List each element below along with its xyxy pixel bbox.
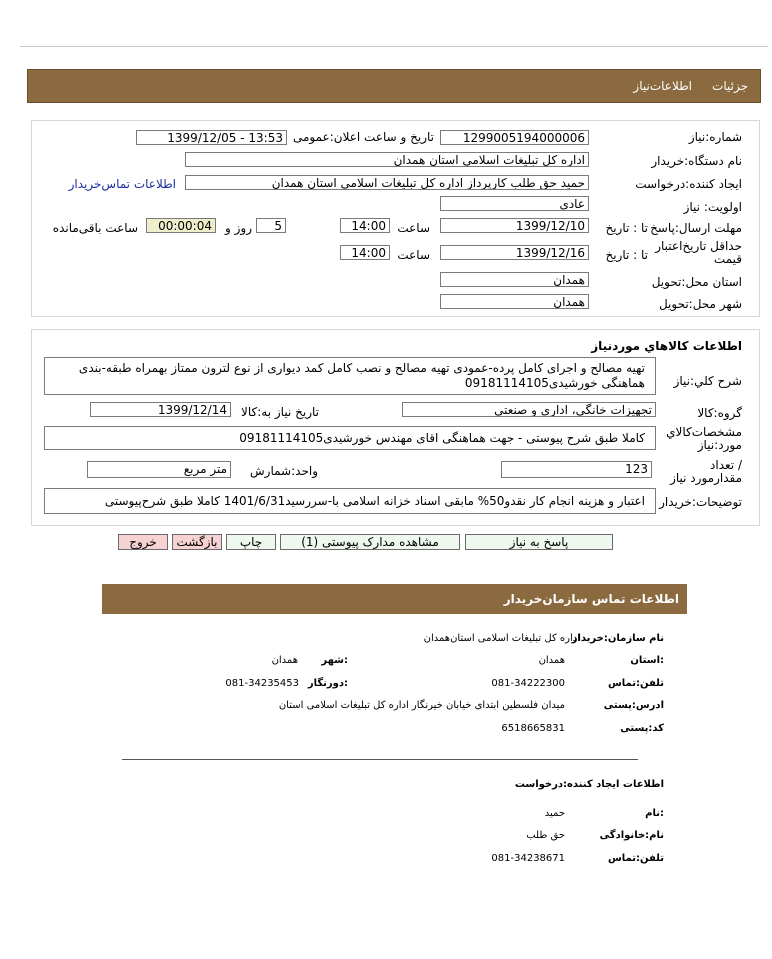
goods-desc-line1: تهیه مصالح و اجرای کامل پرده-عمودی تهیه مصالح و نصب کامل کمد دیواری از نوع لترون ممتاز بهمراه طبقه-بندی (78, 361, 645, 375)
address-value: میدان فلسطین ابتدای خیابان خیرنگار اداره کل تبلیغات اسلامی استان (278, 700, 565, 711)
announce-field: 1399/12/05 - 13:53 (136, 130, 287, 145)
remaining-label: ساعت باقی‌مانده (52, 221, 138, 235)
min-validity-label: حداقل تاریخ‌اعتبار قیمت (655, 239, 742, 266)
goods-group-field: تجهیزات خانگی، اداری و صنعتی (402, 402, 656, 417)
buyer-contact-link[interactable]: اطلاعات تماس‌خریدار (68, 177, 176, 191)
validity-time-label: ساعت (397, 248, 430, 262)
buyer-field: اداره کل تبلیغات اسلامی استان همدان (185, 152, 589, 167)
priority-label: اولویت: نیاز (683, 200, 742, 214)
goods-spec-label: مشخصات‌کالاي مورد:نياز (666, 425, 742, 452)
header-bar (27, 69, 761, 103)
need-date-field: 1399/12/14 (90, 402, 231, 417)
need-number-label: شماره:نیاز (688, 130, 742, 144)
buyer-notes-label: توضیحات:خریدار (659, 495, 742, 509)
address-label: ادرس:پستی (603, 700, 664, 711)
goods-qty-field: 123 (501, 461, 652, 478)
validity-to-date-label: تا : تاریخ (605, 248, 648, 262)
goods-desc-field (44, 357, 656, 395)
deadline-time-label: ساعت (397, 221, 430, 235)
contact-phone-label: تلفن:تماس (607, 678, 664, 689)
goods-qty-label: / تعداد مقدارمورد نیاز (670, 458, 742, 485)
buyer-label: نام دستگاه:خریدار (651, 154, 742, 168)
need-info-panel (31, 120, 760, 317)
goods-group-label: گروه:کالا (697, 406, 742, 420)
fax-value: 081-34235453 (225, 678, 299, 689)
province-label: استان محل:تحویل (651, 275, 742, 289)
contact-phone-value: 081-34222300 (491, 678, 565, 689)
creator-family-label: نام:خانوادگی (599, 830, 664, 841)
view-documents-button[interactable]: مشاهده مدارک پیوستی (1) (280, 534, 460, 550)
contact-city-value: همدان (271, 655, 298, 666)
exit-button[interactable]: خروج (118, 534, 168, 550)
back-button[interactable]: بازگشت (172, 534, 222, 550)
goods-desc-line2: هماهنگی خورشیدی09181114105 (464, 376, 645, 390)
postal-code-label: کد:پستی (620, 723, 664, 734)
creator-field: حمید حق طلب کارپرداز اداره کل تبلیغات اسلامی استان همدان (185, 175, 589, 190)
goods-spec-field: کاملا طبق شرح پیوستی - جهت هماهنگی اقای مهندس خورشیدی09181114105 (44, 426, 656, 450)
creator-info-title: اطلاعات ایجاد کننده:درخواست (514, 779, 664, 790)
city-field: همدان (440, 294, 589, 309)
buyer-notes-field: اعتبار و هزینه انجام کار نقدو50% مابقی اسناد خزانه اسلامی با-سررسید1401/6/31 کاملا طبق شرح‌پیوستی (44, 488, 656, 514)
remaining-time-field: 00:00:04 (146, 218, 216, 233)
validity-time-field: 14:00 (340, 245, 390, 260)
contact-header-bar (102, 584, 687, 614)
creator-phone-value: 081-34238671 (491, 853, 565, 864)
announce-label: تاریخ و ساعت اعلان:عمومی (292, 130, 434, 144)
days-label: روز و (225, 221, 252, 235)
creator-name-label: :نام (645, 808, 664, 819)
priority-field: عادی (440, 196, 589, 211)
creator-family-value: حق طلب (526, 830, 565, 841)
deadline-label: مهلت ارسال:پاسخ (650, 221, 742, 235)
contact-title: اطلاعات تماس سازمان‌خریدار (503, 592, 679, 606)
city-label: شهر محل:تحویل (658, 297, 742, 311)
province-field: همدان (440, 272, 589, 287)
contact-province-value: همدان (538, 655, 565, 666)
deadline-to-date-label: تا : تاریخ (605, 221, 648, 235)
creator-phone-label: تلفن:تماس (607, 853, 664, 864)
deadline-time-field: 14:00 (340, 218, 390, 233)
contact-province-label: :استان (630, 655, 664, 666)
days-field: 5 (256, 218, 286, 233)
validity-date-field: 1399/12/16 (440, 245, 589, 260)
postal-code-value: 6518665831 (501, 723, 565, 734)
goods-unit-field: متر مربع (87, 461, 231, 478)
tab-details[interactable]: جزئیات (712, 79, 748, 93)
contact-city-label: :شهر (321, 655, 348, 666)
deadline-date-field: 1399/12/10 (440, 218, 589, 233)
reply-button[interactable]: پاسخ به نیاز (465, 534, 613, 550)
need-number-field: 1299005194000006 (440, 130, 589, 145)
contact-divider (122, 759, 638, 760)
fax-label: :دورنگار (307, 678, 348, 689)
creator-label: ایجاد کننده:درخواست (635, 177, 742, 191)
org-value: اداره کل تبلیغات اسلامی استان‌همدان (423, 633, 580, 644)
org-label: نام سازمان:خریدار (571, 633, 664, 644)
goods-section-title: اطلاعات کالاهاي موردنياز (591, 339, 742, 353)
creator-name-value: حمید (544, 808, 565, 819)
top-divider (20, 46, 768, 47)
tab-need-info[interactable]: اطلاعات‌نیاز (633, 79, 692, 93)
need-date-label: تاریخ نیاز به:کالا (241, 405, 319, 419)
goods-desc-label: شرح کلي:نياز (673, 374, 742, 388)
goods-unit-label: واحد:شمارش (250, 464, 318, 478)
print-button[interactable]: چاپ (226, 534, 276, 550)
